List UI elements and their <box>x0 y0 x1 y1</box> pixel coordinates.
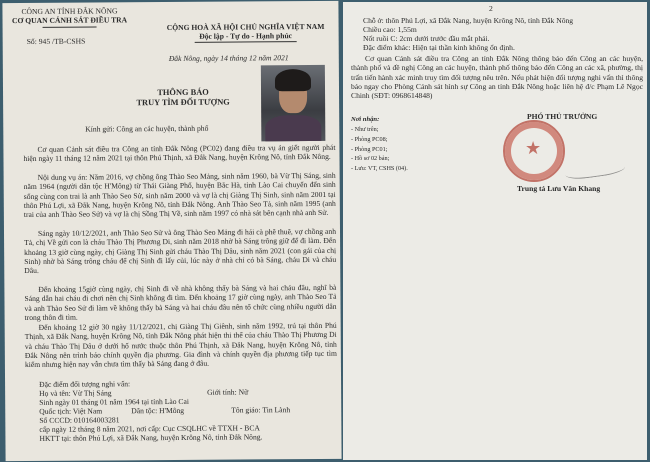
field-ethnic: Dân tộc: H'Mông <box>131 405 185 416</box>
page-1 <box>2 1 341 461</box>
document-date: Đắk Nông, ngày 14 tháng 12 năm 2021 <box>168 53 289 64</box>
signature <box>564 158 626 181</box>
paragraph-5: Đến khoảng 12 giờ 30 ngày 11/12/2021, chị Giàng Thị Giênh, sinh năm 1992, trú tại thôn Phú Thịnh, xã Đắk Nang, huyện Krông Nô, tỉnh Đắk Nông phát hiện thi thể của cháu Thào Thị Phương Di và cháu Thào Thị Dâu ở dưới hố nước thuộc thôn Phú Thịnh, xã Đắk Nang, huyện Krông Nô, tỉnh Đắk Nông nên trình báo chính quyền địa phương. Gia đình và chính quyền địa phương tiếp tục tìm kiếm nhưng hiện nay vẫn chưa tìm thấy bà Sáng đang ở đâu. <box>24 320 337 370</box>
field-birth: Sinh ngày 01 tháng 01 năm 1964 tại tỉnh Lào Cai <box>39 396 189 407</box>
paragraph-1: Cơ quan Cảnh sát điều tra Công an tỉnh Đắk Nông (PC02) đang điều tra vụ án giết người phát hiện ngày 11 tháng 12 năm 2021 tại thôn Phú Thịnh, xã Đắk Nang, huyện Krông Nô, tỉnh Đắk Nông. <box>23 142 336 164</box>
request-paragraph: Cơ quan Cảnh sát điều tra Công an tỉnh Đắk Nông thông báo đến Công an các huyện, thành phố và đề nghị Công an các huyện, thành phố thông báo đến Công an các xã, phường, thị trấn tiến hành xác minh truy tìm đối tượng nêu trên. Nếu phát hiện đối tượng nghi vấn thì thông báo ngay cho Phòng Cảnh sát hình sự Công an tỉnh Đắk Nông hoặc liên hệ đ/c Phạm Lê Ngọc Chinh (SĐT: 0968614848) <box>351 54 643 101</box>
header-rule-left <box>43 27 97 28</box>
page-2 <box>343 2 647 460</box>
features-title: Đặc điểm đối tượng nghi vấn: <box>39 379 131 389</box>
greeting: Kính gửi: Công an các huyện, thành phố <box>85 123 209 134</box>
recipient-item: - Như trên; <box>351 126 379 133</box>
signer-name: Trung tá Lưu Văn Khang <box>517 184 601 193</box>
field-address: Chỗ ở: thôn Phú Lợi, xã Đắk Nang, huyện Krông Nô, tỉnh Đắk Nông <box>363 16 574 25</box>
field-mole: Nốt ruồi C: 2cm dưới trước đầu mắt phải. <box>363 34 490 43</box>
header-agency: CÔNG AN TỈNH ĐẮK NÔNG <box>21 6 118 17</box>
recipient-item: - Lưu: VT, CSHS (04). <box>351 165 408 173</box>
recipient-item: - Phòng PC01; <box>351 145 388 153</box>
paragraph-3: Sáng ngày 10/12/2021, anh Thào Seo Sử và ông Thào Seo Mảng đi hái cà phê thuê, vợ chồng anh Tả, chị Về gửi con là cháu Thào Thị Phương Di, sinh năm 2018 nhờ bà Sáng trông giữ để đi làm. Đến khoảng 13 giờ cùng ngày, chị Giàng Thị Sinh gửi cháu Thào Thị Dâu, sinh năm 2021 (con gái của chị Sinh) nhờ bà Sáng trông cháu để chị Sinh đi lấy củi, lúc này ở nhà chỉ có bà Sáng, cháu Di và cháu Dâu. <box>24 226 337 276</box>
title-wanted: TRUY TÌM ĐỐI TƯỢNG <box>136 97 230 108</box>
recipient-item: - Hồ sơ 02 bản; <box>351 155 390 163</box>
field-name: Họ và tên: Vừ Thị Sáng <box>39 388 112 398</box>
field-height: Chiều cao: 1,55m <box>363 25 417 34</box>
title-notice: THÔNG BÁO <box>157 87 209 98</box>
page-number: 2 <box>489 4 493 13</box>
field-religion: Tôn giáo: Tin Lành <box>231 405 291 415</box>
field-id: Số CCCD: 010164003281 <box>39 415 120 425</box>
field-residence: HKTT tại: thôn Phú Lợi, xã Đắk Nang, huyện Krông Nô, tỉnh Đắk Nông. <box>39 432 263 443</box>
field-issued: cấp ngày 12 tháng 8 năm 2021, nơi cấp: Cục CSQLHC về TTXH - BCA <box>39 423 260 434</box>
field-other: Đặc điểm khác: Hiện tại thần kinh không ổn định. <box>363 43 515 52</box>
official-seal: ★ <box>503 120 565 182</box>
header-motto: Độc lập - Tự do - Hạnh phúc <box>199 31 293 41</box>
document-number: Số: 945 /TB-CSHS <box>26 36 86 47</box>
paragraph-4: Đến khoảng 15giờ cùng ngày, chị Sinh đi về nhà không thấy bà Sáng và hai cháu đâu, nghĩ bà Sáng dẫn hai cháu đi chơi nên chị Sinh không đi tìm. Đến khoảng 17 giờ cùng ngày, anh Thào Seo Tả và anh Thào Seo Sử đi làm về không thấy bà Sáng và hai cháu đâu nên tổ chức cùng nhiều người dân trong thôn đi tìm. <box>24 282 337 322</box>
suspect-photo <box>261 65 326 141</box>
field-nationality: Quốc tịch: Việt Nam <box>39 406 103 416</box>
header-rule-right <box>195 41 297 43</box>
recipients-list <box>351 125 408 174</box>
header-department: CƠ QUAN CẢNH SÁT ĐIỀU TRA <box>11 15 128 26</box>
paragraph-2: Nội dung vụ án: Năm 2016, vợ chồng ông Thào Seo Mảng, sinh năm 1960, bà Vừ Thị Sáng, sinh năm 1964 (người dân tộc H'Mông) từ Thái Giàng Phố, huyện Bắc Hà, tỉnh Lào Cai chuyển đến sinh sống cùng con trai là anh Thào Seo Sử, sinh năm 2000 và vợ là chị Giàng Thị Sinh, sinh năm 2001 tại thôn Phú Lợi, xã Đắk Nang, huyện Krông Nô, tỉnh Đắk Nông. Anh Thào Seo Tả, sinh năm 1995 (anh trai của anh Thào Seo Sử) và vợ là chị Sồng Thị Về, sinh năm 1997 có nhà sát bên cạnh nhà anh Sử. <box>23 170 336 220</box>
recipients-title: Nơi nhận: <box>351 116 380 123</box>
signer-title: PHÓ THỦ TRƯỞNG <box>527 112 598 121</box>
recipient-item: - Phòng PC08; <box>351 135 388 143</box>
field-gender: Giới tính: Nữ <box>207 387 249 397</box>
header-nation: CỘNG HOÀ XÃ HỘI CHỦ NGHĨA VIỆT NAM <box>166 21 325 33</box>
